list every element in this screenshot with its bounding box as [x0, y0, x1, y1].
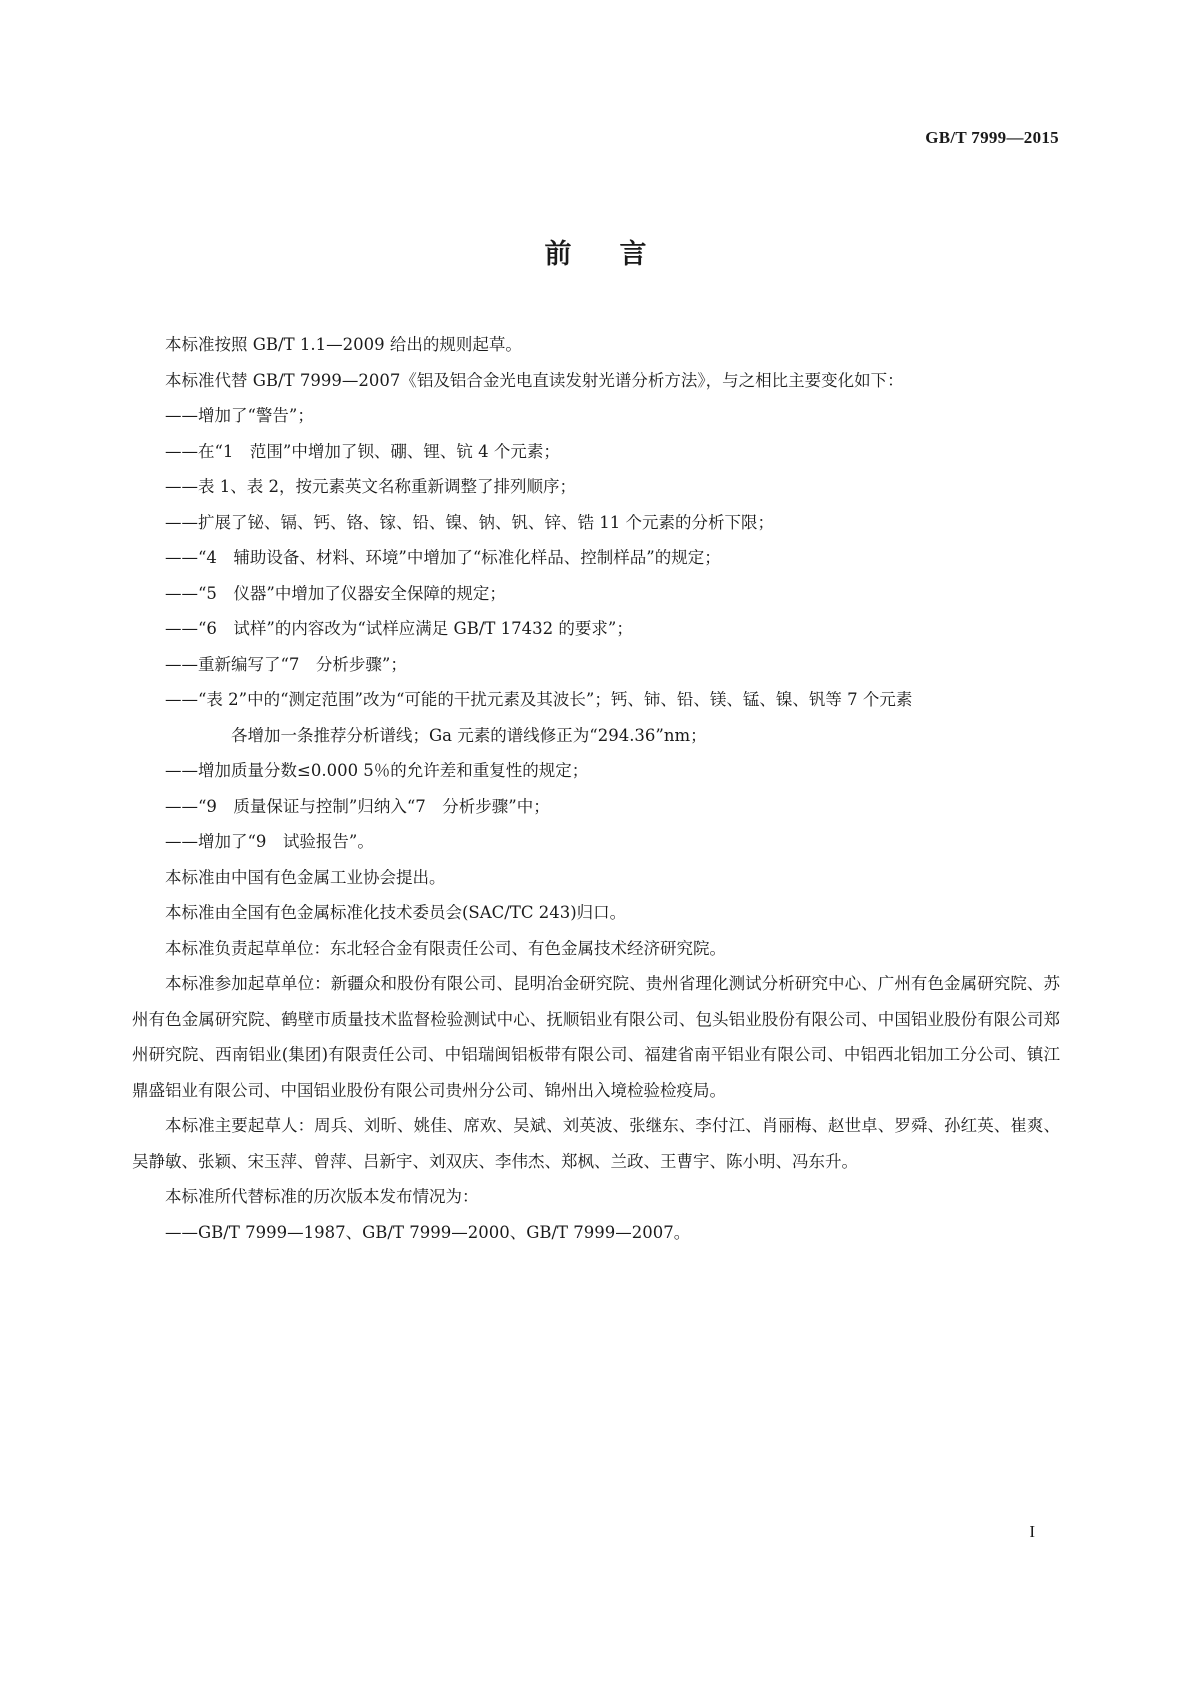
change-item-line1: ——“表 2”中的“测定范围”改为“可能的干扰元素及其波长”；钙、铈、铅、镁、锰、镍、钒等 7 个元素	[165, 690, 913, 709]
paragraph-proposer: 本标准由中国有色金属工业协会提出。	[165, 867, 446, 887]
change-item: ——“4 辅助设备、材料、环境”中增加了“标准化样品、控制样品”的规定；	[165, 548, 721, 567]
change-item: ——表 1、表 2，按元素英文名称重新调整了排列顺序；	[165, 477, 576, 496]
change-item: ——重新编写了“7 分析步骤”；	[165, 654, 407, 674]
change-item: ——增加了“9 试验报告”。	[165, 832, 374, 851]
page-number: I	[1029, 1522, 1035, 1541]
paragraph-participating-units: 本标准参加起草单位：新疆众和股份有限公司、昆明冶金研究院、贵州省理化测试分析研究中心、广州有色金属研究院、苏州有色金属研究院、鹤壁市质量技术监督检验测试中心、抚顺铝业有限公司、包头铝业股份有限公司、中国铝业股份有限公司郑州研究院、西南铝业(集团)有限责任公司、中铝瑞闽铝板带有限公司、福建省南平铝业有限公司、中铝西北铝加工分公司、镇江鼎盛铝业有限公司、中国铝业股份有限公司贵州分公司、锦州出入境检验检疫局。	[132, 974, 1060, 1100]
standard-number: GB/T 7999—2015	[925, 128, 1059, 147]
foreword-body	[132, 327, 1060, 1250]
change-item: ——扩展了铋、镉、钙、铬、镓、铅、镍、钠、钒、锌、锆 11 个元素的分析下限；	[165, 512, 774, 532]
change-item: ——增加质量分数≤0.000 5％的允许差和重复性的规定；	[165, 761, 589, 780]
paragraph-drafting-rules: 本标准按照 GB/T 1.1—2009 给出的规则起草。	[165, 335, 522, 354]
change-item: ——在“1 范围”中增加了钡、硼、锂、钪 4 个元素；	[165, 441, 560, 461]
change-item: ——“6 试样”的内容改为“试样应满足 GB/T 17432 的要求”；	[165, 619, 633, 638]
paragraph-replaces: 本标准代替 GB/T 7999—2007《铝及铝合金光电直读发射光谱分析方法》，与之相比主要变化如下：	[165, 370, 904, 390]
history-item: ——GB/T 7999—1987、GB/T 7999—2000、GB/T 7999—2007。	[165, 1222, 691, 1242]
change-item: ——“9 质量保证与控制”归纳入“7 分析步骤”中；	[165, 796, 550, 816]
change-item	[132, 682, 1060, 753]
paragraph-lead-drafter: 本标准负责起草单位：东北轻合金有限责任公司、有色金属技术经济研究院。	[165, 938, 726, 958]
paragraph-committee: 本标准由全国有色金属标准化技术委员会(SAC/TC 243)归口。	[165, 903, 627, 922]
paragraph-drafters: 本标准主要起草人：周兵、刘昕、姚佳、席欢、吴斌、刘英波、张继东、李付江、肖丽梅、赵世卓、罗舜、孙红英、崔爽、吴静敏、张颖、宋玉萍、曾萍、吕新宇、刘双庆、李伟杰、郑枫、兰政、王曹宇、陈小明、冯东升。	[132, 1116, 1060, 1171]
change-item: ——“5 仪器”中增加了仪器安全保障的规定；	[165, 583, 506, 603]
page-title: 前言	[544, 239, 695, 270]
change-item: ——增加了“警告”；	[165, 406, 314, 425]
change-item-continuation: 各增加一条推荐分析谱线；Ga 元素的谱线修正为“294.36”nm；	[231, 725, 707, 745]
paragraph-history-intro: 本标准所代替标准的历次版本发布情况为：	[165, 1187, 479, 1206]
